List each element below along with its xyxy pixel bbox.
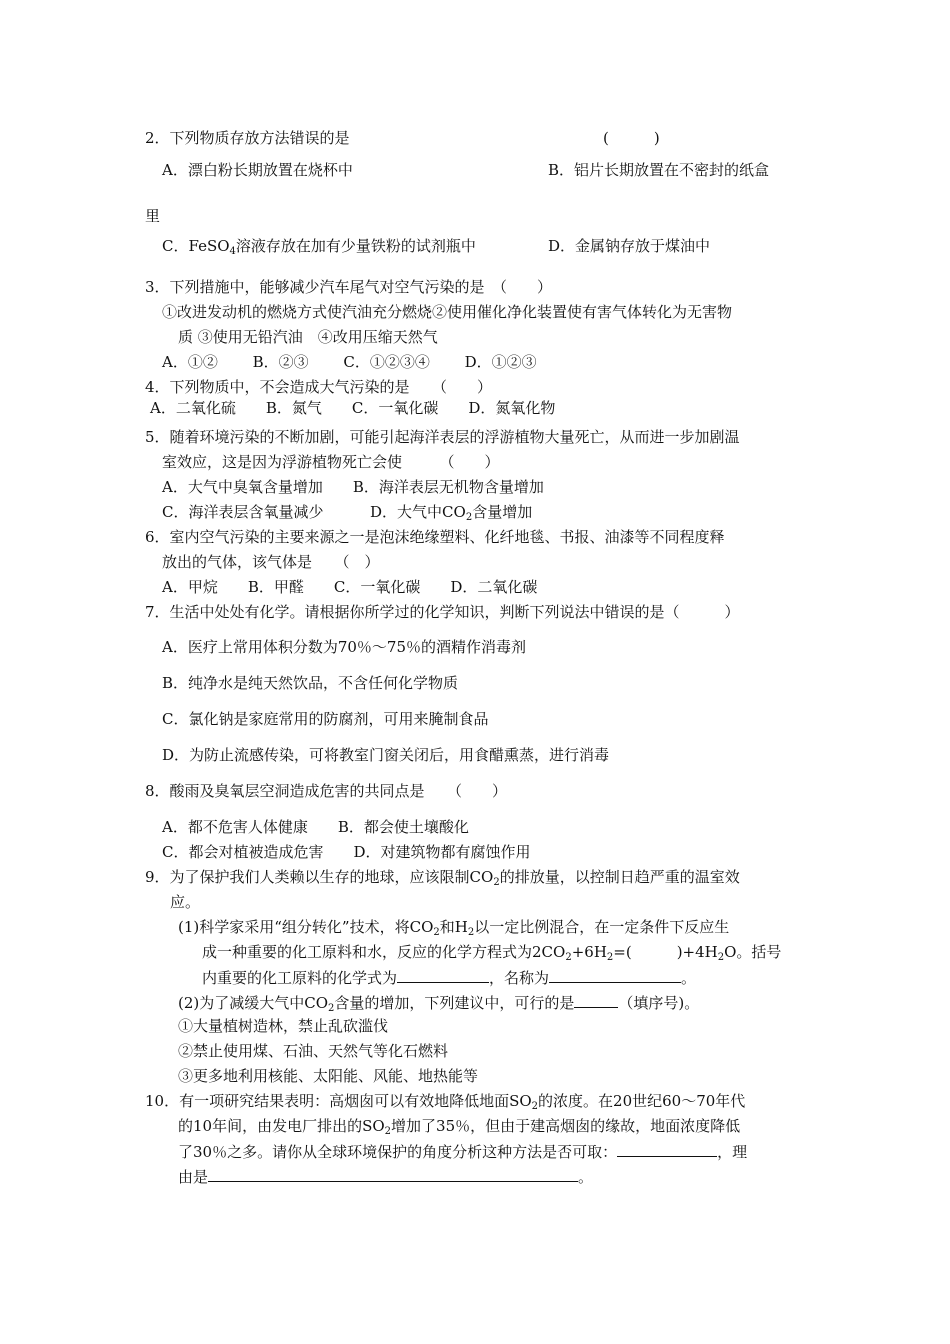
q3-statement-line1: ①改进发动机的燃烧方式使汽油充分燃烧②使用催化净化装置使有害气体转化为无害物 bbox=[162, 303, 733, 321]
q5-stem-line1: 5．随着环境污染的不断加剧，可能引起海洋表层的浮游植物大量死亡，从而进一步加剧温 bbox=[145, 428, 740, 446]
q10-line2: 的10年间，由发电厂排出的$SO_2$增加了35％，但由于建高烟囱的缘故，地面浓度降低 bbox=[178, 1117, 741, 1137]
q9-suggestion-1: ①大量植树造林，禁止乱砍滥伐 bbox=[178, 1017, 389, 1035]
q2-stem: 2．下列物质存放方法错误的是 bbox=[145, 129, 350, 147]
name-answer-blank[interactable] bbox=[549, 967, 681, 983]
q3-options: A．①② B．②③ C．①②③④ D．①②③ bbox=[162, 353, 537, 371]
q7-option-c: C．氯化钠是家庭常用的防腐剂，可用来腌制食品 bbox=[162, 710, 489, 728]
q2-option-b-continued: 里 bbox=[145, 207, 161, 225]
q7-option-b: B．纯净水是纯天然饮品，不含任何化学物质 bbox=[162, 674, 459, 692]
reason-answer-blank[interactable] bbox=[208, 1166, 578, 1182]
q6-options: A．甲烷 B．甲醛 C．一氧化碳 D．二氧化碳 bbox=[162, 578, 538, 596]
q7-option-d: D．为防止流感传染，可将教室门窗关闭后，用食醋熏蒸，进行消毒 bbox=[162, 746, 610, 764]
q7-option-a: A．医疗上常用体积分数为70％～75％的酒精作消毒剂 bbox=[162, 638, 527, 656]
q2-option-a: A．漂白粉长期放置在烧杯中 bbox=[162, 161, 353, 179]
q6-stem-line1: 6．室内空气污染的主要来源之一是泡沫绝缘塑料、化纤地毯、书报、油漆等不同程度释 bbox=[145, 528, 725, 546]
q5-stem-line2: 室效应，这是因为浮游植物死亡会使 （ ） bbox=[162, 453, 500, 471]
q2-option-c: C．FeSO$_4$溶液存放在加有少量铁粉的试剂瓶中 bbox=[162, 237, 476, 257]
q10-line1: 10．有一项研究结果表明：高烟囱可以有效地降低地面$SO_2$的浓度。在20世纪60～70年代 bbox=[145, 1092, 746, 1112]
q10-line3: 了30％之多。请你从全球环境保护的角度分析这种方法是否可取： ，理 bbox=[178, 1143, 748, 1161]
q5-options-ab: A．大气中臭氧含量增加 B．海洋表层无机物含量增加 bbox=[162, 478, 544, 496]
q4-stem: 4．下列物质中，不会造成大气污染的是 （ ） bbox=[145, 378, 493, 396]
formula-answer-blank[interactable] bbox=[397, 967, 489, 983]
q9-part1-line1: (1)科学家采用“组分转化”技术，将$CO_2$和$H_2$以一定比例混合，在一定条件下反应生 bbox=[178, 918, 730, 938]
q6-stem-line2: 放出的气体，该气体是 （ ） bbox=[162, 553, 380, 571]
q10-line4: 由是 。 bbox=[178, 1168, 594, 1186]
feasibility-answer-blank[interactable] bbox=[617, 1141, 717, 1157]
q2-answer-paren: ( ) bbox=[603, 129, 660, 147]
q9-part1-line2: 成一种重要的化工原料和水，反应的化学方程式为$2CO_2+6H_2=$( )$+4H_2O$。括号 bbox=[202, 943, 782, 963]
q5-option-c: C．海洋表层含氧量减少 bbox=[162, 503, 324, 521]
q9-suggestion-3: ③更多地利用核能、太阳能、风能、地热能等 bbox=[178, 1067, 479, 1085]
q8-options-cd: C．都会对植被造成危害 D．对建筑物都有腐蚀作用 bbox=[162, 843, 531, 861]
q2-option-d: D．金属钠存放于煤油中 bbox=[548, 237, 711, 255]
q7-stem: 7．生活中处处有化学。请根据你所学过的化学知识，判断下列说法中错误的是（ ） bbox=[145, 603, 740, 621]
choice-answer-blank[interactable] bbox=[574, 992, 618, 1008]
q5-option-d: D．大气中$CO_2$含量增加 bbox=[370, 503, 533, 523]
q4-options: A．二氧化硫 B．氮气 C．一氧化碳 D．氮氧化物 bbox=[150, 399, 556, 417]
q9-stem-line2: 应。 bbox=[170, 893, 201, 911]
q9-stem-line1: 9．为了保护我们人类赖以生存的地球，应该限制$CO_2$的排放量，以控制日趋严重的温室效 bbox=[145, 868, 740, 888]
q8-options-ab: A．都不危害人体健康 B．都会使土壤酸化 bbox=[162, 818, 469, 836]
q8-stem: 8．酸雨及臭氧层空洞造成危害的共同点是 （ ） bbox=[145, 782, 508, 800]
q2-option-b: B．铝片长期放置在不密封的纸盒 bbox=[548, 161, 770, 179]
q9-part2: (2)为了减缓大气中$CO_2$含量的增加，下列建议中，可行的是 （填序号)。 bbox=[178, 994, 700, 1014]
q9-part1-line3: 内重要的化工原料的化学式为 ，名称为 。 bbox=[202, 969, 697, 987]
q3-stem: 3．下列措施中，能够减少汽车尾气对空气污染的是 （ ） bbox=[145, 278, 553, 296]
q3-statement-line2: 质 ③使用无铅汽油 ④改用压缩天然气 bbox=[178, 328, 438, 346]
q9-suggestion-2: ②禁止使用煤、石油、天然气等化石燃料 bbox=[178, 1042, 449, 1060]
